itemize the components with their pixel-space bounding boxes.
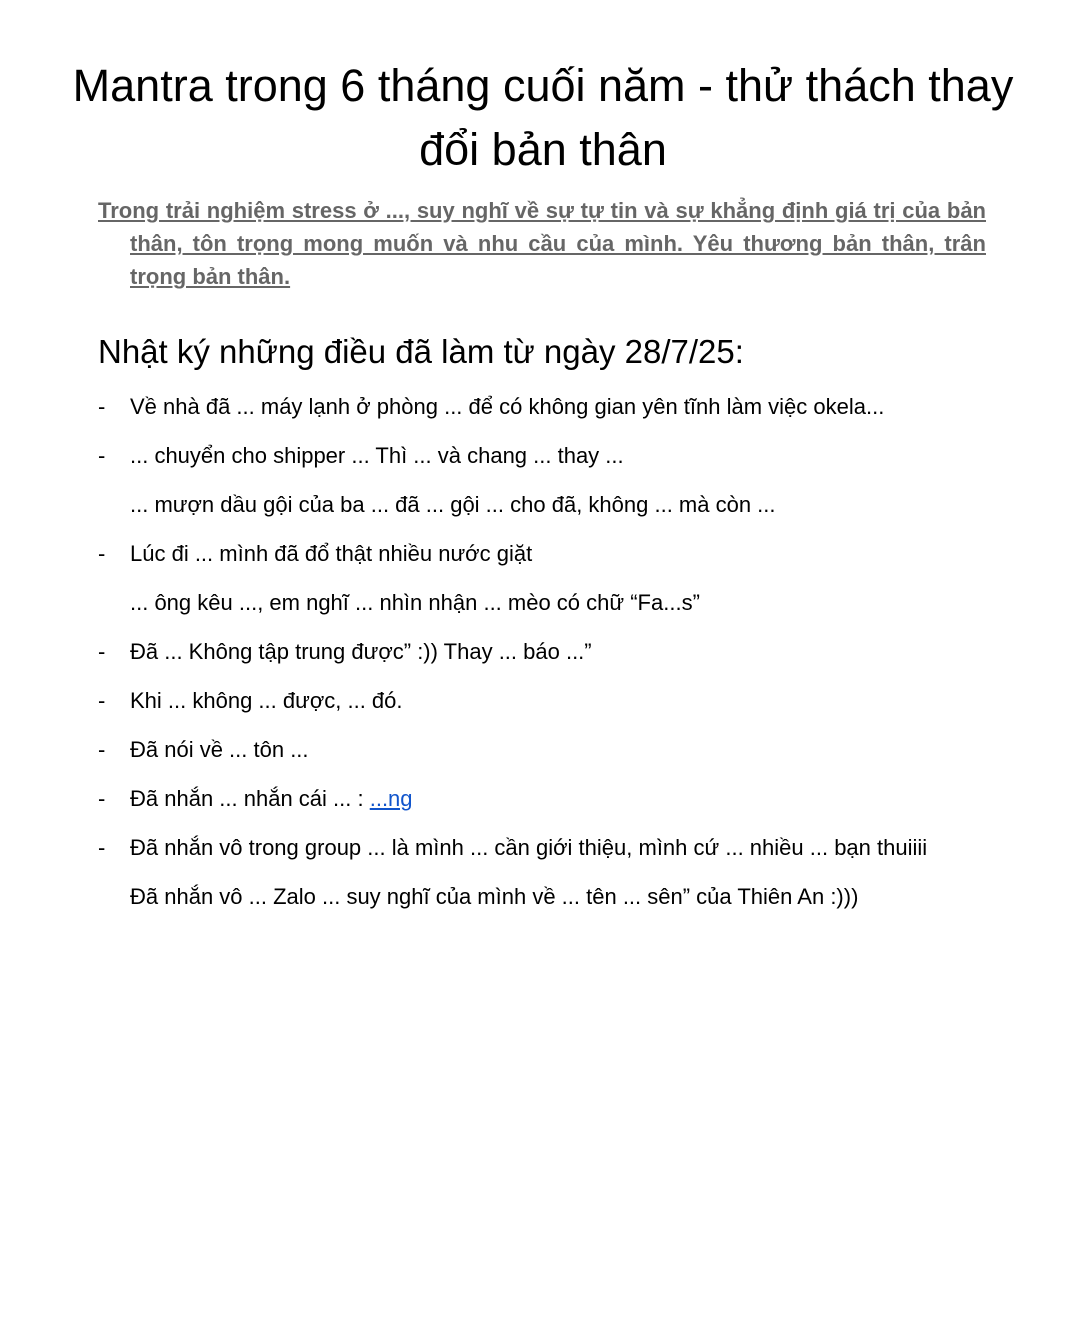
entry-text: Lúc đi ... mình đã đổ thật nhiều nước giặt [130, 541, 533, 566]
section-heading: Nhật ký những điều đã làm từ ngày 28/7/25: [98, 333, 744, 370]
entry-link[interactable]: ...ng [369, 786, 413, 811]
bullet-dash: - [98, 443, 106, 468]
entry-text: Về nhà đã ... máy lạnh ở phòng ... để có không gian yên tĩnh làm việc okela... [130, 394, 885, 419]
list-item [98, 439, 986, 472]
list-item [98, 635, 986, 668]
entry-text: Khi ... không ... được, ... đó. [130, 688, 403, 713]
entry-text: Đã ... Không tập trung được” :)) Thay ... báo ...” [130, 639, 592, 664]
list-item-continuation: ... ông kêu ..., em nghĩ ... nhìn nhận ... mèo có chữ “Fa...s” [130, 590, 700, 615]
intro-paragraph[interactable]: Trong trải nghiệm stress ở ..., suy nghĩ về sự tự tin và sự khẳng định giá trị của bản thân, tôn trọng mong muốn và nhu cầu của mình. Yêu thương bản thân, trân trọng bản thân. [98, 198, 986, 289]
list-item [98, 390, 986, 423]
entry-text: Đã nói về ... tôn ... [130, 737, 309, 762]
list-item [98, 684, 986, 717]
journal-list [98, 390, 986, 929]
bullet-dash: - [98, 737, 106, 762]
entry-text: Đã nhắn vô trong group ... là mình ... cần giới thiệu, mình cứ ... nhiều ... bạn thuiiii [130, 835, 928, 860]
bullet-dash: - [98, 394, 106, 419]
entry-text: ... chuyển cho shipper ... Thì ... và chang ... thay ... [130, 443, 624, 468]
bullet-dash: - [98, 688, 106, 713]
bullet-dash: - [98, 786, 106, 811]
list-item-continuation: ... mượn dầu gội của ba ... đã ... gội ... cho đã, không ... mà còn ... [130, 492, 776, 517]
list-item [98, 537, 986, 570]
bullet-dash: - [98, 639, 106, 664]
list-item-continuation: Đã nhắn vô ... Zalo ... suy nghĩ của mình về ... tên ... sên” của Thiên An :))) [130, 884, 859, 909]
list-item [98, 831, 986, 864]
list-item [98, 782, 986, 815]
bullet-dash: - [98, 541, 106, 566]
list-item [98, 733, 986, 766]
document-title: Mantra trong 6 tháng cuối năm - thử thách thay đổi bản thân [72, 60, 1014, 175]
bullet-dash: - [98, 835, 106, 860]
entry-text: Đã nhắn ... nhắn cái ... : [130, 786, 364, 811]
